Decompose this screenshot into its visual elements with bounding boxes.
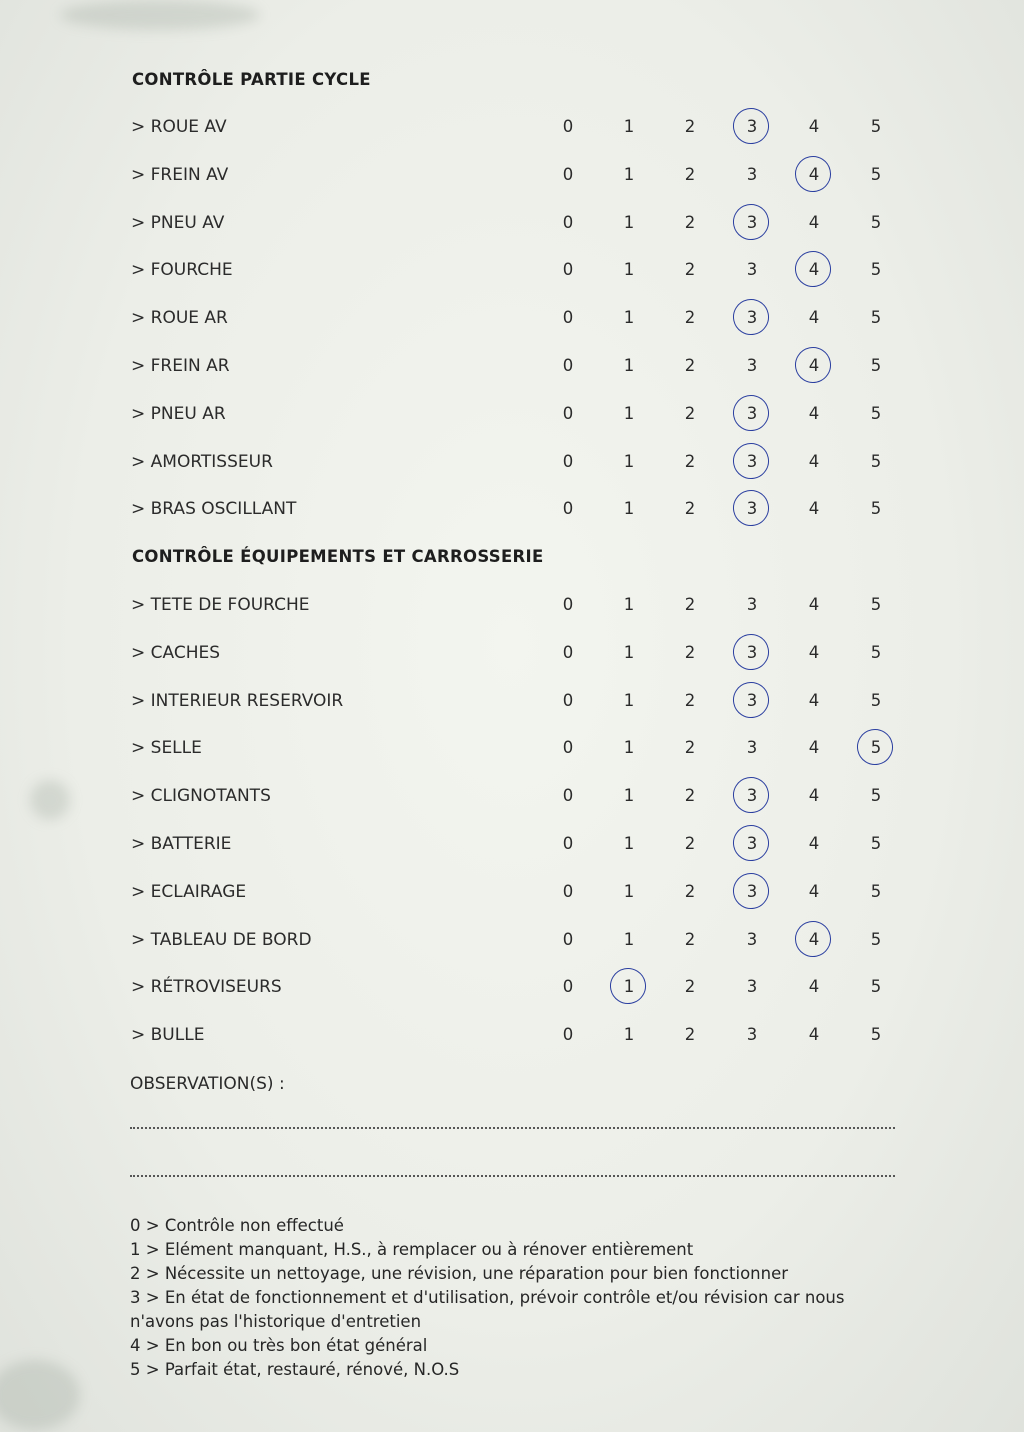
- score-option-4[interactable]: 4: [808, 499, 820, 519]
- score-option-2[interactable]: 2: [684, 212, 696, 232]
- checklist-row: [0, 452, 1024, 482]
- checklist-row: [0, 834, 1024, 864]
- score-option-1[interactable]: 1: [623, 117, 635, 136]
- score-option-2[interactable]: 2: [684, 977, 696, 997]
- score-option-3[interactable]: 3: [746, 929, 758, 949]
- item-label: > ECLAIRAGE: [131, 881, 247, 902]
- item-label: > AMORTISSEUR: [131, 451, 273, 472]
- item-label: > SELLE: [131, 738, 202, 759]
- score-option-0[interactable]: 0: [562, 212, 574, 232]
- score-option-2[interactable]: 2: [684, 117, 696, 136]
- item-label: > FREIN AR: [131, 356, 230, 376]
- score-option-0[interactable]: 0: [562, 834, 574, 853]
- rating-legend: [130, 1214, 890, 1382]
- score-option-2[interactable]: 2: [684, 499, 696, 519]
- score-option-5[interactable]: 5: [870, 834, 882, 853]
- score-option-3[interactable]: 3: [742, 499, 762, 518]
- score-option-1[interactable]: 1: [623, 738, 635, 758]
- score-option-3[interactable]: 3: [742, 117, 762, 136]
- score-option-3[interactable]: 3: [746, 356, 758, 375]
- item-label: > BATTERIE: [131, 834, 232, 854]
- score-option-4[interactable]: 4: [808, 690, 820, 710]
- score-option-3[interactable]: 3: [746, 260, 758, 280]
- score-option-1[interactable]: 1: [623, 451, 635, 471]
- item-label: > BULLE: [131, 1025, 205, 1046]
- score-option-3[interactable]: 3: [742, 691, 762, 710]
- legend-line: 0 > Contrôle non effectué: [130, 1216, 344, 1235]
- score-option-5[interactable]: 5: [870, 308, 882, 328]
- score-option-0[interactable]: 0: [562, 690, 574, 710]
- score-option-0[interactable]: 0: [562, 929, 574, 949]
- score-option-0[interactable]: 0: [562, 595, 574, 614]
- score-option-4[interactable]: 4: [808, 308, 820, 328]
- score-option-2[interactable]: 2: [684, 451, 696, 471]
- score-option-1[interactable]: 1: [623, 356, 635, 375]
- legend-line: 2 > Nécessite un nettoyage, une révision, une réparation pour bien fonctionner: [130, 1264, 789, 1283]
- score-option-1[interactable]: 1: [623, 212, 635, 232]
- score-option-5[interactable]: 5: [870, 881, 882, 901]
- score-option-5[interactable]: 5: [870, 1025, 882, 1045]
- score-option-2[interactable]: 2: [684, 929, 696, 949]
- score-option-2[interactable]: 2: [684, 834, 696, 853]
- score-option-0[interactable]: 0: [562, 738, 574, 758]
- stain: [60, 0, 260, 30]
- score-option-0[interactable]: 0: [562, 117, 574, 136]
- score-option-0[interactable]: 0: [562, 881, 574, 901]
- legend-line: 1 > Elément manquant, H.S., à remplacer ou à rénover entièrement: [130, 1240, 694, 1259]
- score-option-0[interactable]: 0: [562, 642, 574, 662]
- score-option-5[interactable]: 5: [870, 451, 882, 471]
- score-option-1[interactable]: 1: [623, 786, 635, 806]
- score-option-5[interactable]: 5: [870, 403, 882, 423]
- score-option-0[interactable]: 0: [562, 786, 574, 806]
- score-option-5[interactable]: 5: [870, 642, 882, 662]
- score-option-3[interactable]: 3: [742, 882, 762, 901]
- score-option-3[interactable]: 3: [746, 1025, 758, 1045]
- score-option-1[interactable]: 1: [623, 260, 635, 280]
- score-option-4[interactable]: 4: [808, 881, 820, 901]
- checklist-row: [0, 117, 1024, 147]
- score-option-2[interactable]: 2: [684, 403, 696, 423]
- score-option-3[interactable]: 3: [742, 452, 762, 471]
- score-option-4[interactable]: 4: [804, 260, 824, 279]
- legend-line: 4 > En bon ou très bon état général: [130, 1336, 428, 1355]
- score-option-0[interactable]: 0: [562, 356, 574, 375]
- observations-label: OBSERVATION(S) :: [130, 1074, 285, 1094]
- checklist-row: [0, 691, 1024, 721]
- score-option-0[interactable]: 0: [562, 403, 574, 423]
- item-label: > FREIN AV: [131, 164, 229, 185]
- item-label: > ROUE AV: [131, 117, 227, 137]
- stain: [0, 1360, 80, 1430]
- score-option-2[interactable]: 2: [684, 308, 696, 328]
- score-option-5[interactable]: 5: [870, 499, 882, 519]
- checklist-row: [0, 977, 1024, 1007]
- score-option-2[interactable]: 2: [684, 690, 696, 710]
- score-option-3[interactable]: 3: [746, 738, 758, 758]
- checklist-row: [0, 308, 1024, 338]
- score-option-2[interactable]: 2: [684, 1025, 696, 1045]
- score-option-1[interactable]: 1: [623, 690, 635, 710]
- item-label: > PNEU AV: [131, 212, 225, 233]
- checklist-row: [0, 404, 1024, 434]
- item-label: > INTERIEUR RESERVOIR: [131, 690, 344, 711]
- observation-line[interactable]: [130, 1127, 895, 1129]
- item-label: > BRAS OSCILLANT: [131, 499, 297, 520]
- score-option-4[interactable]: 4: [808, 786, 820, 806]
- score-option-2[interactable]: 2: [684, 260, 696, 280]
- score-option-0[interactable]: 0: [562, 164, 574, 184]
- score-option-2[interactable]: 2: [684, 881, 696, 901]
- checklist-row: [0, 738, 1024, 768]
- checklist-row: [0, 882, 1024, 912]
- score-option-1[interactable]: 1: [623, 403, 635, 423]
- score-option-4[interactable]: 4: [808, 977, 820, 997]
- score-option-2[interactable]: 2: [684, 164, 696, 184]
- score-option-5[interactable]: 5: [866, 738, 886, 757]
- score-option-3[interactable]: 3: [742, 404, 762, 423]
- checklist-row: [0, 643, 1024, 673]
- score-option-4[interactable]: 4: [808, 212, 820, 232]
- score-option-5[interactable]: 5: [870, 260, 882, 280]
- score-option-4[interactable]: 4: [808, 117, 820, 136]
- score-option-3[interactable]: 3: [746, 595, 758, 614]
- score-option-4[interactable]: 4: [808, 1025, 820, 1045]
- score-option-1[interactable]: 1: [623, 642, 635, 662]
- score-option-0[interactable]: 0: [562, 1025, 574, 1045]
- score-option-1[interactable]: 1: [623, 164, 635, 184]
- item-label: > RÉTROVISEURS: [131, 977, 282, 998]
- score-option-3[interactable]: 3: [742, 643, 762, 662]
- score-option-2[interactable]: 2: [684, 595, 696, 614]
- score-option-1[interactable]: 1: [623, 499, 635, 519]
- score-option-2[interactable]: 2: [684, 356, 696, 375]
- score-option-4[interactable]: 4: [808, 403, 820, 423]
- item-label: > FOURCHE: [131, 260, 233, 281]
- checklist-row: [0, 213, 1024, 243]
- item-label: > CLIGNOTANTS: [131, 786, 271, 807]
- score-option-5[interactable]: 5: [870, 595, 882, 614]
- score-option-3[interactable]: 3: [746, 977, 758, 997]
- score-option-4[interactable]: 4: [808, 451, 820, 471]
- score-option-4[interactable]: 4: [808, 834, 820, 853]
- score-option-2[interactable]: 2: [684, 786, 696, 806]
- score-option-1[interactable]: 1: [623, 929, 635, 949]
- checklist-row: [0, 786, 1024, 816]
- score-option-0[interactable]: 0: [562, 451, 574, 471]
- legend-line: 3 > En état de fonctionnement et d'utilisation, prévoir contrôle et/ou révision car nous: [130, 1288, 845, 1307]
- score-option-0[interactable]: 0: [562, 499, 574, 519]
- section-title-equipment: CONTRÔLE ÉQUIPEMENTS ET CARROSSERIE: [132, 547, 544, 566]
- score-option-3[interactable]: 3: [742, 213, 762, 232]
- item-label: > TABLEAU DE BORD: [131, 929, 312, 950]
- score-option-4[interactable]: 4: [808, 642, 820, 662]
- score-option-3[interactable]: 3: [746, 164, 758, 184]
- item-label: > TETE DE FOURCHE: [131, 595, 310, 615]
- checklist-row: [0, 165, 1024, 195]
- observation-line[interactable]: [130, 1175, 895, 1177]
- score-option-4[interactable]: 4: [804, 165, 824, 184]
- checklist-row: [0, 260, 1024, 290]
- score-option-1[interactable]: 1: [619, 977, 639, 996]
- score-option-1[interactable]: 1: [623, 595, 635, 614]
- score-option-3[interactable]: 3: [742, 786, 762, 805]
- score-option-5[interactable]: 5: [870, 212, 882, 232]
- score-option-0[interactable]: 0: [562, 308, 574, 328]
- score-option-5[interactable]: 5: [870, 356, 882, 375]
- item-label: > CACHES: [131, 642, 221, 663]
- score-option-5[interactable]: 5: [870, 786, 882, 806]
- legend-line: 5 > Parfait état, restauré, rénové, N.O.S: [130, 1360, 460, 1379]
- score-option-1[interactable]: 1: [623, 308, 635, 328]
- checklist-row: [0, 1025, 1024, 1055]
- score-option-4[interactable]: 4: [804, 356, 824, 375]
- score-option-5[interactable]: 5: [870, 117, 882, 136]
- score-option-5[interactable]: 5: [870, 977, 882, 997]
- score-option-5[interactable]: 5: [870, 929, 882, 949]
- score-option-4[interactable]: 4: [808, 738, 820, 758]
- score-option-4[interactable]: 4: [808, 595, 820, 614]
- score-option-4[interactable]: 4: [804, 930, 824, 949]
- score-option-1[interactable]: 1: [623, 834, 635, 853]
- legend-line: n'avons pas l'historique d'entretien: [130, 1312, 422, 1331]
- checklist-row: [0, 930, 1024, 960]
- score-option-0[interactable]: 0: [562, 977, 574, 997]
- checklist-row: [0, 356, 1024, 386]
- score-option-1[interactable]: 1: [623, 881, 635, 901]
- checklist-row: [0, 499, 1024, 529]
- item-label: > PNEU AR: [131, 403, 226, 424]
- score-option-2[interactable]: 2: [684, 738, 696, 758]
- item-label: > ROUE AR: [131, 308, 228, 329]
- checklist-row: [0, 595, 1024, 625]
- score-option-3[interactable]: 3: [742, 308, 762, 327]
- score-option-0[interactable]: 0: [562, 260, 574, 280]
- section-title-cycle: CONTRÔLE PARTIE CYCLE: [132, 70, 371, 89]
- score-option-5[interactable]: 5: [870, 690, 882, 710]
- score-option-5[interactable]: 5: [870, 164, 882, 184]
- score-option-2[interactable]: 2: [684, 642, 696, 662]
- score-option-3[interactable]: 3: [742, 834, 762, 853]
- score-option-1[interactable]: 1: [623, 1025, 635, 1045]
